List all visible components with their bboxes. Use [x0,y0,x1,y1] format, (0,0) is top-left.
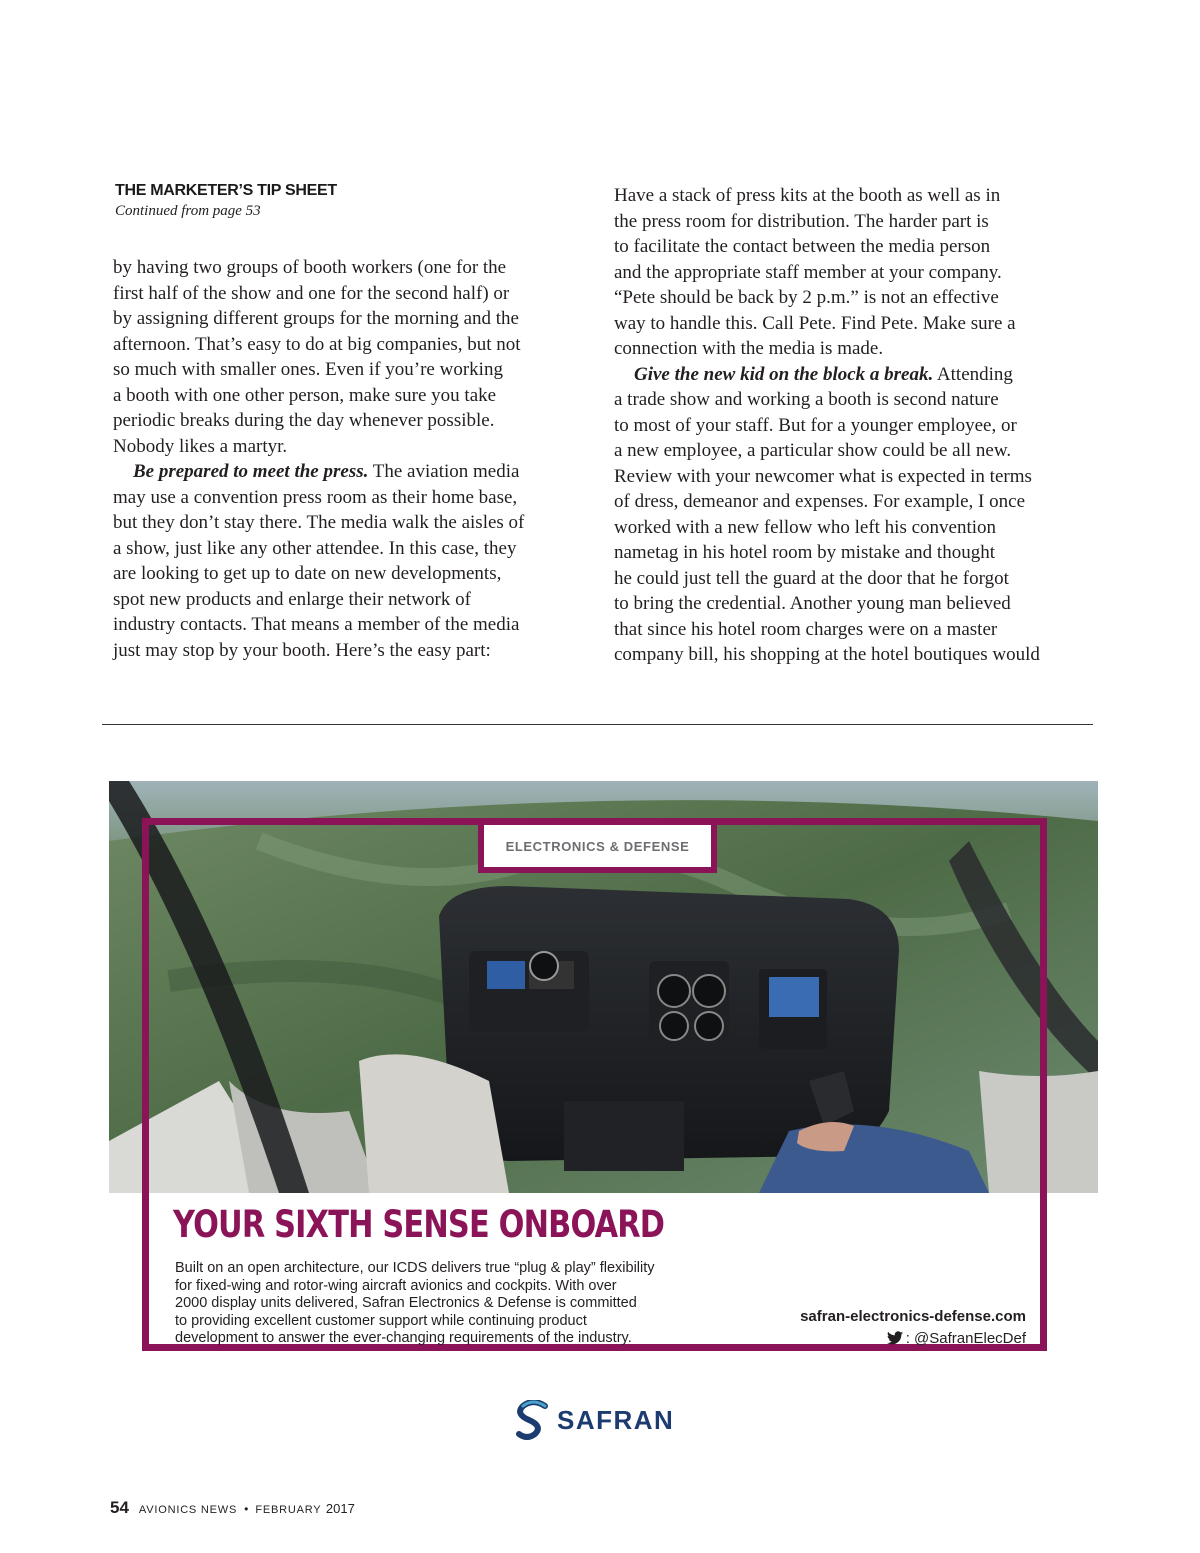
ad-category-label: ELECTRONICS & DEFENSE [484,825,711,867]
text-line [614,362,1094,388]
page-number: 54 [110,1498,129,1517]
publication-name: AVIONICS NEWS [138,1504,238,1516]
safran-s-icon [515,1400,551,1440]
text-line: to facilitate the contact between the media person [614,236,991,257]
text-line: nametag in his hotel room by mistake and thought [614,542,995,563]
text-line: a trade show and working a booth is second nature [614,389,999,410]
text-line: way to handle this. Call Pete. Find Pete. Make sure a [614,312,1016,334]
text-fragment: The aviation media [368,461,520,482]
text-line: Have a stack of press kits at the booth as well as in [614,185,1001,206]
twitter-icon [887,1331,903,1345]
article-column-right [614,183,1094,668]
safran-wordmark: SAFRAN [557,1404,675,1435]
paragraph-press-kits [614,183,1094,362]
safran-logo [515,1400,715,1440]
issue-month: FEBRUARY [255,1504,322,1516]
text-line: he could just tell the guard at the door that he forgot [614,567,1009,589]
ad-twitter-handle[interactable] [700,1330,1026,1347]
text-line: but they don’t stay there. The media walk the aisles of [113,512,525,533]
text-line: and the appropriate staff member at your company. [614,261,1002,283]
text-line: are looking to get up to date on new developments, [113,563,502,584]
text-line: just may stop by your booth. Here’s the easy part: [113,639,491,661]
text-line: periodic breaks during the day whenever possible. [113,410,495,431]
text-line: first half of the show and one for the second half) or [113,282,510,304]
ad-body-line: to providing excellent customer support while continuing product [175,1312,587,1329]
text-line: of dress, demeanor and expenses. For example, I once [614,491,1025,512]
text-line: connection with the media is made. [614,338,884,359]
continued-note: Continued from page 53 [115,203,261,219]
section-title: THE MARKETER’S TIP SHEET [115,182,337,199]
ad-headline: YOUR SIXTH SENSE ONBOARD [173,1203,665,1246]
footer-separator: • [244,1502,249,1516]
text-line: spot new products and enlarge their network of [113,588,471,610]
ad-body-line: Built on an open architecture, our ICDS delivers true “plug & play” flexibility [175,1260,655,1276]
text-line: by having two groups of booth workers (one for the [113,257,507,278]
paragraph-lead-new-kid: Give the new kid on the block a break. [634,363,934,385]
paragraph-new-kid [614,362,1094,668]
text-line: may use a convention press room as their home base, [113,486,518,508]
paragraph-booth-breaks [113,255,583,459]
text-line: to bring the credential. Another young man believed [614,593,1011,614]
page-footer [110,1498,355,1518]
text-line: so much with smaller ones. Even if you’re working [113,359,503,380]
text-fragment: Attending [933,363,1013,385]
ad-body-line: 2000 display units delivered, Safran Electronics & Defense is committed [175,1295,637,1311]
text-line: by assigning different groups for the morning and the [113,308,519,329]
text-line: the press room for distribution. The harder part is [614,210,989,232]
text-line: a new employee, a particular show could be all new. [614,440,1012,461]
text-line: that since his hotel room charges were on a master [614,618,998,640]
text-line: Nobody likes a martyr. [113,435,288,457]
twitter-handle-text: : @SafranElecDef [905,1330,1026,1347]
text-line: a show, just like any other attendee. In this case, they [113,537,517,559]
text-line: company bill, his shopping at the hotel boutiques would [614,644,1040,665]
ad-body-line: for fixed-wing and rotor-wing aircraft avionics and cockpits. With over [175,1277,617,1294]
paragraph-meet-press [113,459,583,663]
paragraph-lead-press: Be prepared to meet the press. [133,461,369,482]
section-divider [102,724,1093,725]
text-line: afternoon. That’s easy to do at big companies, but not [113,333,521,355]
article-column-left [113,255,583,663]
ad-category-tag [478,819,717,873]
ad-body-line: development to answer the ever-changing requirements of the industry. [175,1330,632,1346]
text-line [113,459,583,485]
issue-year: 2017 [325,1501,355,1516]
text-line: Review with your newcomer what is expected in terms [614,465,1032,487]
text-line: “Pete should be back by 2 p.m.” is not an effective [614,287,999,308]
text-line: industry contacts. That means a member of the media [113,614,520,635]
text-line: a booth with one other person, make sure you take [113,384,497,406]
ad-body-copy [175,1260,775,1348]
ad-website-link[interactable]: safran-electronics-defense.com [800,1308,1026,1325]
text-line: to most of your staff. But for a younger employee, or [614,414,1017,436]
text-line: worked with a new fellow who left his convention [614,516,997,538]
